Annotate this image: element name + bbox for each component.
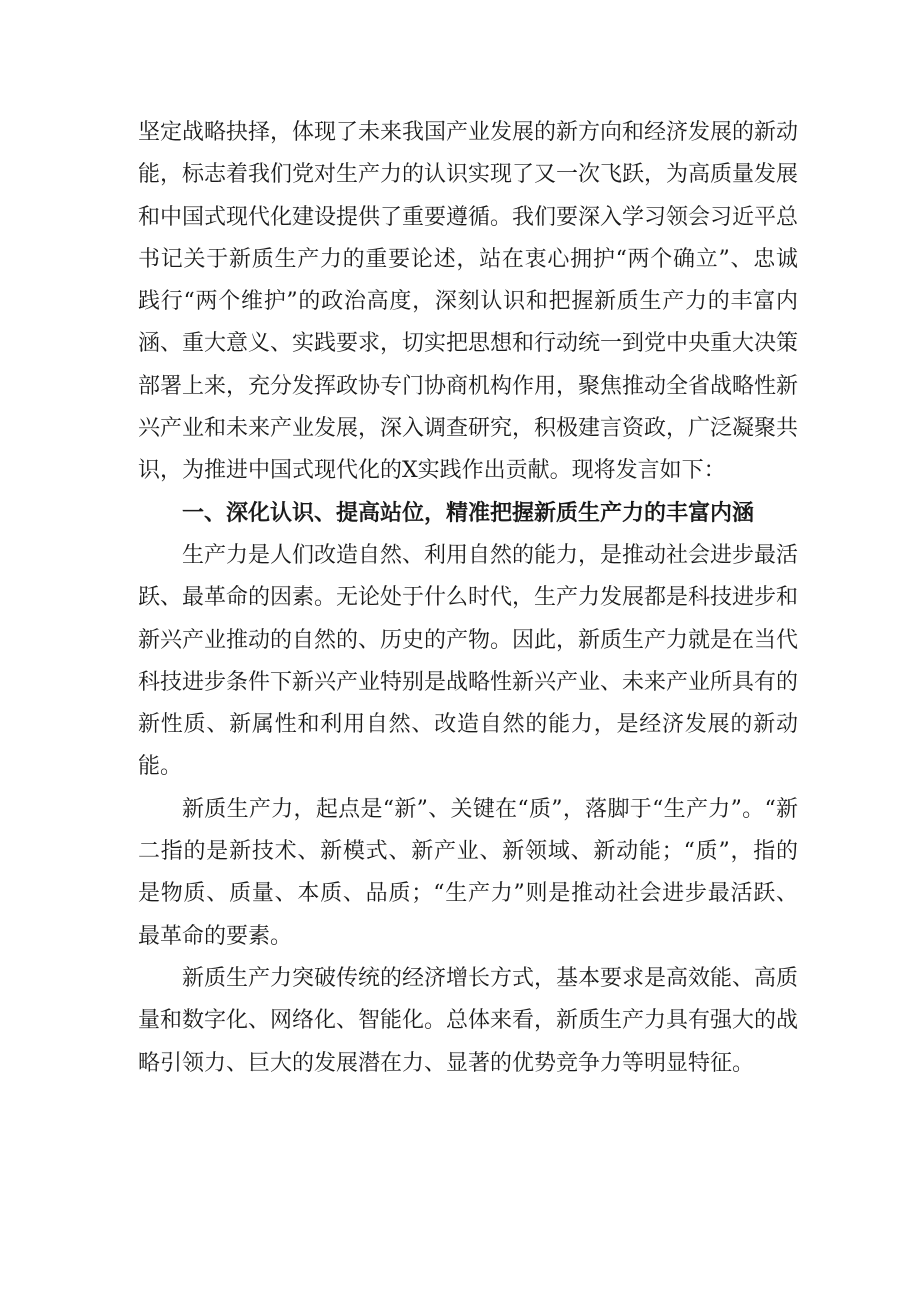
body-paragraph: 新质生产力，起点是“新”、关键在“质”，落脚于“生产力”。“新二指的是新技术、新模式、新产业、新领域、新动能；“质”，指的是物质、质量、本质、品质；“生产力”则是推动社会进步最活跃、最革命的要素。 [138,796,798,949]
body-paragraph: 生产力是人们改造自然、利用自然的能力，是推动社会进步最活跃、最革命的因素。无论处于什么时代，生产力发展都是科技进步和新兴产业推动的自然的、历史的产物。因此，新质生产力就是在当代科技进步条件下新兴产业特别是战略性新兴产业、未来产业所具有的新性质、新属性和利用自然、改造自然的能力，是经济发展的新动能。 [138,542,799,780]
intro-paragraph: 坚定战略抉择，体现了未来我国产业发展的新方向和经济发展的新动能，标志着我们党对生产力的认识实现了又一次飞跃，为高质量发展和中国式现代化建设提供了重要遵循。我们要深入学习领会习近平总书记关于新质生产力的重要论述，站在衷心拥护“两个确立”、忠诚践行“两个维护”的政治高度，深刻认识和把握新质生产力的丰富内涵、重大意义、实践要求，切实把思想和行动统一到党中央重大决策部署上来，充分发挥政协专门协商机构作用，聚焦推动全省战略性新兴产业和未来产业发展，深入调查研究，积极建言资政，广泛凝聚共识，为推进中国式现代化的X实践作出贡献。现将发言如下： [138,120,799,484]
body-paragraph: 新质生产力突破传统的经济增长方式，基本要求是高效能、高质量和数字化、网络化、智能化。总体来看，新质生产力具有强大的战略引领力、巨大的发展潜在力、显著的优势竞争力等明显特征。 [138,965,799,1076]
section-heading: 一、深化认识、提高站位，精准把握新质生产力的丰富内涵 [182,500,755,526]
document-body [138,112,798,1085]
